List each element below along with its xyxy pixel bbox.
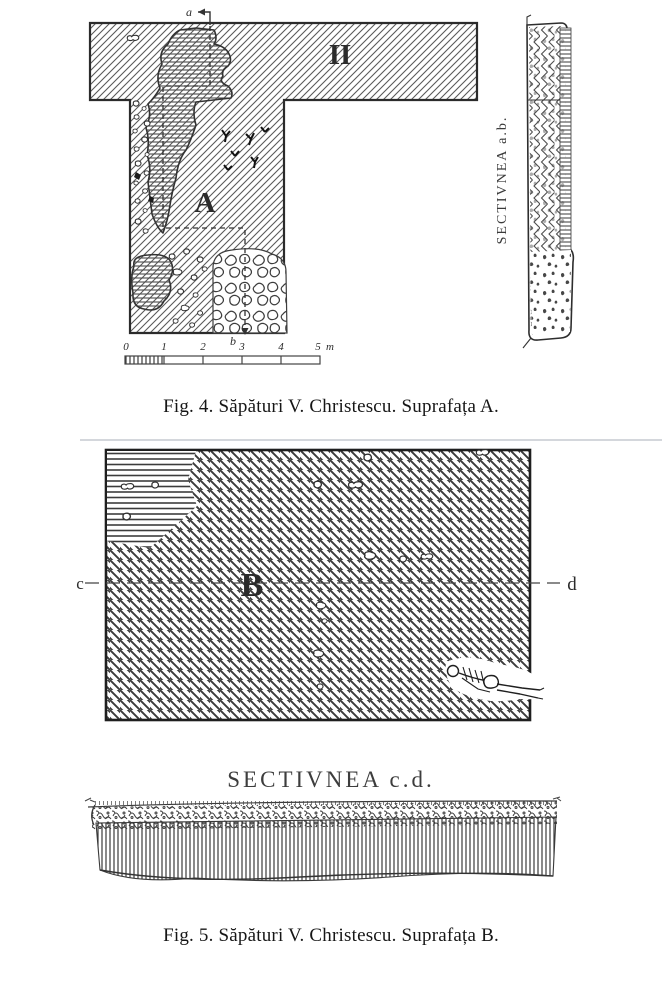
fig5-section-drawing xyxy=(85,797,561,881)
fig4-surface-label: A xyxy=(194,187,216,219)
scale-tick-1: 1 xyxy=(161,341,167,353)
scale-tick-4: 4 xyxy=(278,341,284,353)
fig4-section-title: SECTIVNEA a.b. xyxy=(495,115,510,245)
scale-unit: m xyxy=(326,341,334,353)
fig4-cobble-cluster xyxy=(213,249,287,333)
fig4-trench-label: II xyxy=(328,39,352,71)
fig4-scale-bar xyxy=(123,341,334,364)
scale-tick-2: 2 xyxy=(200,341,206,353)
fig4-plan-drawing xyxy=(90,5,477,348)
scale-tick-5: 5 xyxy=(315,341,321,353)
fig5-plan-drawing xyxy=(76,450,577,720)
fig5-section-end-label: d xyxy=(567,574,577,595)
fig5-section-start-label: c xyxy=(76,574,84,593)
fig4-section-end-label: b xyxy=(230,334,236,348)
stone-icon xyxy=(127,35,139,40)
fig5-section-title: SECTIVNEA c.d. xyxy=(227,767,435,792)
fig5-surface-label: B xyxy=(240,567,264,604)
scale-tick-3: 3 xyxy=(239,341,245,353)
fig4-section-drawing xyxy=(495,15,573,348)
scale-tick-0: 0 xyxy=(123,341,129,353)
fig5-caption: Fig. 5. Săpături V. Christescu. Suprafața B. xyxy=(163,925,499,946)
fig4-caption: Fig. 4. Săpături V. Christescu. Suprafața A. xyxy=(163,396,499,417)
fig4-section-start-label: a xyxy=(186,5,192,19)
section-body xyxy=(96,817,556,881)
